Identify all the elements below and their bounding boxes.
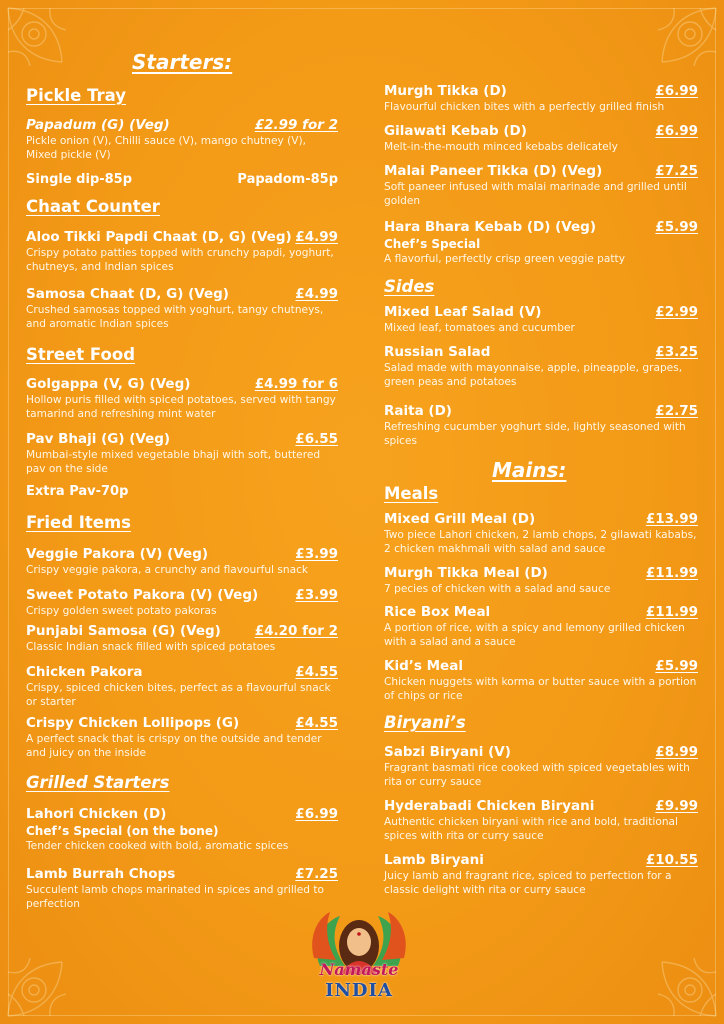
item-price: £3.99 — [295, 587, 338, 603]
item-description: Pickle onion (V), Chilli sauce (V), mango chutney (V), Mixed pickle (V) — [26, 135, 307, 161]
logo-text-namaste: Namaste — [319, 960, 399, 979]
menu-item — [26, 229, 338, 274]
item-price: £6.55 — [295, 431, 338, 447]
fried-items-heading: Fried Items — [26, 513, 131, 532]
menu-item — [384, 304, 698, 336]
papadom-price: Papadom-85p — [237, 172, 338, 187]
item-name: Lahori Chicken (D) — [26, 806, 167, 822]
namaste-india-logo — [300, 896, 418, 1014]
item-description: Melt-in-the-mouth minced kebabs delicately — [384, 141, 618, 153]
item-price: £4.55 — [295, 715, 338, 731]
menu-item — [26, 431, 338, 476]
item-name: Raita (D) — [384, 403, 452, 419]
item-price: £4.99 — [295, 229, 338, 245]
menu-item — [384, 163, 698, 208]
grilled-starters-heading: Grilled Starters — [26, 773, 170, 792]
menu-item — [384, 565, 698, 597]
item-name: Golgappa (V, G) (Veg) — [26, 376, 191, 392]
item-name: Hyderabadi Chicken Biryani — [384, 798, 595, 814]
item-name: Lamb Burrah Chops — [26, 866, 176, 882]
menu-item — [384, 604, 698, 649]
item-description: Succulent lamb chops marinated in spices and grilled to perfection — [26, 884, 324, 910]
menu-item — [26, 623, 338, 655]
menu-item — [26, 715, 338, 760]
item-description: Juicy lamb and fragrant rice, spiced to perfection for a classic delight with rita or curry sauce — [384, 870, 672, 896]
item-description: Chicken nuggets with korma or butter sauce with a portion of chips or rice — [384, 676, 697, 702]
menu-item — [384, 344, 698, 389]
sides-heading: Sides — [384, 277, 435, 296]
item-price: £3.99 — [295, 546, 338, 562]
item-description: Crispy, spiced chicken bites, perfect as a flavourful snack or starter — [26, 682, 331, 708]
item-price: £6.99 — [295, 806, 338, 822]
item-price: £2.99 — [655, 304, 698, 320]
menu-item — [26, 806, 338, 854]
item-description: Salad made with mayonnaise, apple, pineapple, grapes, green peas and potatoes — [384, 362, 683, 388]
mains-heading: Mains: — [492, 458, 567, 482]
item-price: £2.99 for 2 — [254, 117, 338, 133]
item-name: Crispy Chicken Lollipops (G) — [26, 715, 240, 731]
item-description: Crispy veggie pakora, a crunchy and flavourful snack — [26, 564, 309, 576]
item-name: Rice Box Meal — [384, 604, 491, 620]
street-food-heading: Street Food — [26, 345, 136, 364]
menu-item — [26, 587, 338, 619]
item-description: Mumbai-style mixed vegetable bhaji with soft, buttered pav on the side — [26, 449, 321, 475]
corner-ornament-icon — [0, 914, 110, 1024]
meals-heading: Meals — [384, 484, 439, 503]
item-price: £7.25 — [295, 866, 338, 882]
item-description: Tender chicken cooked with bold, aromatic spices — [26, 840, 289, 852]
item-description: Two piece Lahori chicken, 2 lamb chops, 2 gilawati kababs, 2 chicken makhmali with salad and sauce — [384, 529, 697, 555]
item-description: A perfect snack that is crispy on the outside and tender and juicy on the inside — [26, 733, 322, 759]
item-description: A flavorful, perfectly crisp green veggie patty — [384, 253, 625, 265]
menu-item — [26, 866, 338, 911]
corner-ornament-icon — [614, 914, 724, 1024]
menu-item — [384, 744, 698, 789]
menu-item — [26, 546, 338, 578]
item-description: Classic Indian snack filled with spiced potatoes — [26, 641, 276, 653]
item-name: Kid’s Meal — [384, 658, 463, 674]
menu-item — [384, 798, 698, 843]
item-name: Murgh Tikka Meal (D) — [384, 565, 548, 581]
item-name: Sabzi Biryani (V) — [384, 744, 511, 760]
logo-text-india: INDIA — [325, 980, 393, 1001]
item-price: £5.99 — [655, 219, 698, 235]
menu-item-papadum — [26, 117, 338, 162]
item-name: Samosa Chaat (D, G) (Veg) — [26, 286, 229, 302]
menu-item — [384, 403, 698, 448]
item-price: £4.99 for 6 — [254, 376, 338, 392]
menu-item — [384, 511, 698, 556]
item-description: A portion of rice, with a spicy and lemony grilled chicken with a salad and a sauce — [384, 622, 685, 648]
item-name: Malai Paneer Tikka (D) (Veg) — [384, 163, 603, 179]
item-price: £10.55 — [645, 852, 698, 868]
item-price: £11.99 — [645, 565, 698, 581]
item-name: Aloo Tikki Papdi Chaat (D, G) (Veg) — [26, 229, 292, 245]
item-price: £3.25 — [655, 344, 698, 360]
item-price: £4.55 — [295, 664, 338, 680]
item-name: Hara Bhara Kebab (D) (Veg) — [384, 219, 596, 235]
item-name: Gilawati Kebab (D) — [384, 123, 527, 139]
menu-item — [384, 83, 698, 115]
item-description: Crushed samosas topped with yoghurt, tangy chutneys, and aromatic Indian spices — [26, 304, 324, 330]
starters-heading: Starters: — [132, 50, 233, 74]
item-price: £13.99 — [645, 511, 698, 527]
item-name: Lamb Biryani — [384, 852, 484, 868]
item-price: £8.99 — [655, 744, 698, 760]
item-description: Crispy potato patties topped with crunchy papdi, yoghurt, chutneys, and Indian spices — [26, 247, 334, 273]
item-name: Sweet Potato Pakora (V) (Veg) — [26, 587, 259, 603]
menu-item — [384, 219, 698, 267]
item-description: Fragrant basmati rice cooked with spiced vegetables with rita or curry sauce — [384, 762, 690, 788]
item-name: Papadum (G) (Veg) — [26, 117, 170, 133]
item-name: Punjabi Samosa (G) (Veg) — [26, 623, 221, 639]
menu-item — [26, 376, 338, 421]
item-price: £9.99 — [655, 798, 698, 814]
chaat-counter-heading: Chaat Counter — [26, 197, 160, 216]
item-price: £5.99 — [655, 658, 698, 674]
item-price: £4.99 — [295, 286, 338, 302]
item-name: Veggie Pakora (V) (Veg) — [26, 546, 209, 562]
item-description: Authentic chicken biryani with rice and bold, traditional spices with rita or curry sauce — [384, 816, 678, 842]
menu-item — [384, 852, 698, 897]
item-price: £6.99 — [655, 123, 698, 139]
item-price: £11.99 — [645, 604, 698, 620]
single-dip-price: Single dip-85p — [26, 172, 133, 187]
item-description: Flavourful chicken bites with a perfectly grilled finish — [384, 101, 665, 113]
extra-pav-price: Extra Pav-70p — [26, 484, 129, 499]
item-description: Crispy golden sweet potato pakoras — [26, 605, 217, 617]
pickle-extras — [26, 172, 338, 187]
item-description: Hollow puris filled with spiced potatoes, served with tangy tamarind and refreshing mint water — [26, 394, 336, 420]
menu-item — [26, 664, 338, 709]
item-price: £2.75 — [655, 403, 698, 419]
item-name: Mixed Grill Meal (D) — [384, 511, 536, 527]
item-name: Russian Salad — [384, 344, 491, 360]
item-price: £4.20 for 2 — [254, 623, 338, 639]
pickle-tray-heading: Pickle Tray — [26, 86, 127, 105]
biryanis-heading: Biryani’s — [384, 713, 466, 732]
item-description: Soft paneer infused with malai marinade and grilled until golden — [384, 181, 687, 207]
item-price: £7.25 — [655, 163, 698, 179]
item-name: Murgh Tikka (D) — [384, 83, 507, 99]
chefs-special-note: Chef’s Special (on the bone) — [26, 824, 219, 838]
menu-item — [384, 123, 698, 155]
item-price: £6.99 — [655, 83, 698, 99]
item-description: Mixed leaf, tomatoes and cucumber — [384, 322, 575, 334]
item-name: Pav Bhaji (G) (Veg) — [26, 431, 171, 447]
item-name: Chicken Pakora — [26, 664, 143, 680]
item-name: Mixed Leaf Salad (V) — [384, 304, 542, 320]
menu-item — [26, 286, 338, 331]
chefs-special-note: Chef’s Special — [384, 237, 481, 251]
item-description: 7 pecies of chicken with a salad and sauce — [384, 583, 611, 595]
menu-item — [384, 658, 698, 703]
item-description: Refreshing cucumber yoghurt side, lightly seasoned with spices — [384, 421, 686, 447]
